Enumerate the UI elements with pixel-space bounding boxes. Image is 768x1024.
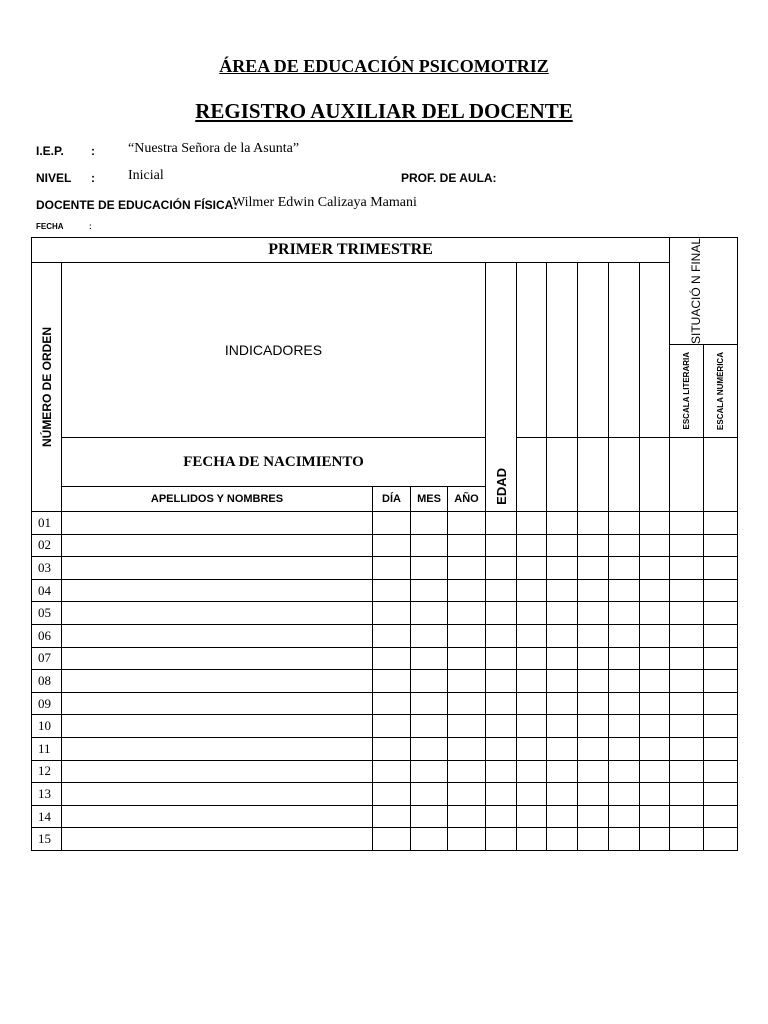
entry-cell[interactable] bbox=[373, 737, 411, 760]
entry-cell[interactable] bbox=[670, 579, 704, 602]
nivel-value: Inicial bbox=[128, 168, 164, 183]
entry-cell[interactable] bbox=[486, 783, 517, 806]
entry-cell[interactable] bbox=[609, 647, 640, 670]
entry-cell[interactable] bbox=[547, 557, 578, 580]
entry-cell[interactable] bbox=[486, 647, 517, 670]
entry-cell[interactable] bbox=[486, 602, 517, 625]
entry-cell[interactable] bbox=[547, 602, 578, 625]
entry-cell[interactable] bbox=[411, 783, 448, 806]
entry-cell[interactable] bbox=[517, 760, 547, 783]
entry-cell[interactable] bbox=[578, 805, 609, 828]
entry-cell[interactable] bbox=[517, 737, 547, 760]
table-row bbox=[32, 624, 738, 647]
entry-cell[interactable] bbox=[547, 692, 578, 715]
entry-cell[interactable] bbox=[411, 692, 448, 715]
entry-cell[interactable] bbox=[62, 579, 373, 602]
entry-cell[interactable] bbox=[547, 624, 578, 647]
row-number: 01 bbox=[32, 512, 62, 535]
entry-cell[interactable] bbox=[609, 534, 640, 557]
entry-cell[interactable] bbox=[62, 670, 373, 693]
entry-cell[interactable] bbox=[704, 692, 738, 715]
entry-cell[interactable] bbox=[670, 737, 704, 760]
register-table bbox=[31, 237, 738, 851]
entry-cell[interactable] bbox=[547, 512, 578, 535]
entry-cell[interactable] bbox=[411, 737, 448, 760]
entry-cell[interactable] bbox=[448, 783, 486, 806]
entry-cell[interactable] bbox=[670, 692, 704, 715]
entry-cell[interactable] bbox=[62, 715, 373, 738]
entry-cell[interactable] bbox=[411, 670, 448, 693]
escala-numerica-header bbox=[704, 345, 738, 438]
row-number: 05 bbox=[32, 602, 62, 625]
row-number: 08 bbox=[32, 670, 62, 693]
entry-cell[interactable] bbox=[411, 805, 448, 828]
primer-trimestre-header: PRIMER TRIMESTRE bbox=[32, 238, 670, 263]
entry-cell[interactable] bbox=[670, 670, 704, 693]
entry-cell[interactable] bbox=[517, 624, 547, 647]
entry-cell[interactable] bbox=[411, 760, 448, 783]
entry-cell[interactable] bbox=[373, 715, 411, 738]
entry-cell[interactable] bbox=[373, 670, 411, 693]
entry-cell[interactable] bbox=[609, 692, 640, 715]
row-number: 14 bbox=[32, 805, 62, 828]
entry-cell[interactable] bbox=[517, 512, 547, 535]
docente-label: DOCENTE DE EDUCACIÓN FÍSICA: bbox=[36, 198, 238, 212]
entry-cell[interactable] bbox=[517, 715, 547, 738]
entry-cell[interactable] bbox=[547, 760, 578, 783]
entry-cell[interactable] bbox=[411, 579, 448, 602]
entry-cell[interactable] bbox=[640, 579, 670, 602]
escala-literaria-label: ESCALA LITERARIA bbox=[682, 352, 692, 430]
entry-cell[interactable] bbox=[547, 783, 578, 806]
entry-cell[interactable] bbox=[62, 624, 373, 647]
row-number: 13 bbox=[32, 783, 62, 806]
entry-cell[interactable] bbox=[670, 624, 704, 647]
entry-cell[interactable] bbox=[448, 760, 486, 783]
table-row bbox=[32, 512, 738, 535]
table-row bbox=[32, 534, 738, 557]
entry-cell[interactable] bbox=[670, 760, 704, 783]
entry-cell[interactable] bbox=[62, 828, 373, 851]
entry-cell[interactable] bbox=[670, 805, 704, 828]
entry-cell[interactable] bbox=[609, 624, 640, 647]
entry-cell[interactable] bbox=[640, 647, 670, 670]
indicadores-header: INDICADORES bbox=[62, 263, 486, 438]
entry-cell[interactable] bbox=[547, 534, 578, 557]
entry-cell[interactable] bbox=[670, 828, 704, 851]
indicator-col-2 bbox=[547, 263, 578, 438]
entry-cell[interactable] bbox=[547, 670, 578, 693]
entry-cell[interactable] bbox=[578, 760, 609, 783]
indicator-col-5 bbox=[640, 263, 670, 438]
table-row bbox=[32, 670, 738, 693]
entry-cell[interactable] bbox=[448, 692, 486, 715]
row-number: 06 bbox=[32, 624, 62, 647]
table-row bbox=[32, 760, 738, 783]
entry-cell[interactable] bbox=[670, 715, 704, 738]
entry-cell[interactable] bbox=[448, 805, 486, 828]
entry-cell[interactable] bbox=[517, 602, 547, 625]
entry-cell[interactable] bbox=[547, 828, 578, 851]
entry-cell[interactable] bbox=[62, 647, 373, 670]
entry-cell[interactable] bbox=[609, 783, 640, 806]
entry-cell[interactable] bbox=[517, 647, 547, 670]
entry-cell[interactable] bbox=[373, 534, 411, 557]
indicator-col-3 bbox=[578, 263, 609, 438]
entry-cell[interactable] bbox=[517, 557, 547, 580]
numero-orden-header bbox=[32, 263, 62, 512]
entry-cell[interactable] bbox=[578, 692, 609, 715]
entry-cell[interactable] bbox=[62, 760, 373, 783]
entry-cell[interactable] bbox=[640, 737, 670, 760]
entry-cell[interactable] bbox=[517, 692, 547, 715]
entry-cell[interactable] bbox=[517, 783, 547, 806]
nivel-colon: : bbox=[91, 171, 95, 185]
entry-cell[interactable] bbox=[640, 602, 670, 625]
entry-cell[interactable] bbox=[373, 512, 411, 535]
entry-cell[interactable] bbox=[373, 805, 411, 828]
entry-cell[interactable] bbox=[448, 737, 486, 760]
entry-cell[interactable] bbox=[486, 715, 517, 738]
entry-cell[interactable] bbox=[704, 737, 738, 760]
entry-cell[interactable] bbox=[373, 624, 411, 647]
entry-cell[interactable] bbox=[704, 557, 738, 580]
entry-cell[interactable] bbox=[448, 557, 486, 580]
entry-cell[interactable] bbox=[62, 805, 373, 828]
entry-cell[interactable] bbox=[609, 557, 640, 580]
entry-cell[interactable] bbox=[486, 737, 517, 760]
row-number: 10 bbox=[32, 715, 62, 738]
entry-cell[interactable] bbox=[704, 805, 738, 828]
entry-cell[interactable] bbox=[517, 828, 547, 851]
entry-cell[interactable] bbox=[486, 579, 517, 602]
situacion-final-header bbox=[670, 238, 738, 345]
entry-cell[interactable] bbox=[578, 557, 609, 580]
entry-cell[interactable] bbox=[704, 512, 738, 535]
entry-cell[interactable] bbox=[670, 783, 704, 806]
entry-cell[interactable] bbox=[578, 828, 609, 851]
entry-cell[interactable] bbox=[411, 647, 448, 670]
entry-cell[interactable] bbox=[640, 760, 670, 783]
entry-cell[interactable] bbox=[373, 557, 411, 580]
entry-cell[interactable] bbox=[517, 670, 547, 693]
entry-cell[interactable] bbox=[670, 512, 704, 535]
apellidos-header: APELLIDOS Y NOMBRES bbox=[62, 487, 373, 512]
entry-cell[interactable] bbox=[578, 647, 609, 670]
entry-cell[interactable] bbox=[411, 828, 448, 851]
entry-cell[interactable] bbox=[578, 534, 609, 557]
table-row bbox=[32, 828, 738, 851]
entry-cell[interactable] bbox=[517, 579, 547, 602]
row-number: 15 bbox=[32, 828, 62, 851]
entry-cell[interactable] bbox=[62, 737, 373, 760]
entry-cell[interactable] bbox=[448, 624, 486, 647]
dia-header: DÍA bbox=[373, 487, 411, 512]
entry-cell[interactable] bbox=[640, 557, 670, 580]
entry-cell[interactable] bbox=[704, 715, 738, 738]
entry-cell[interactable] bbox=[704, 534, 738, 557]
escala-numerica-label: ESCALA NUMÉRICA bbox=[716, 352, 726, 430]
entry-cell[interactable] bbox=[609, 579, 640, 602]
entry-cell[interactable] bbox=[62, 534, 373, 557]
entry-cell[interactable] bbox=[448, 828, 486, 851]
table-row bbox=[32, 805, 738, 828]
area-title: ÁREA DE EDUCACIÓN PSICOMOTRIZ bbox=[219, 56, 549, 76]
entry-cell[interactable] bbox=[486, 534, 517, 557]
table-row bbox=[32, 692, 738, 715]
entry-cell[interactable] bbox=[640, 692, 670, 715]
entry-cell[interactable] bbox=[411, 624, 448, 647]
entry-cell[interactable] bbox=[704, 828, 738, 851]
fecha-colon: : bbox=[89, 222, 92, 231]
entry-cell[interactable] bbox=[411, 557, 448, 580]
entry-cell[interactable] bbox=[609, 737, 640, 760]
entry-cell[interactable] bbox=[704, 783, 738, 806]
entry-cell[interactable] bbox=[486, 512, 517, 535]
entry-cell[interactable] bbox=[62, 783, 373, 806]
entry-cell[interactable] bbox=[448, 647, 486, 670]
entry-cell[interactable] bbox=[486, 557, 517, 580]
entry-cell[interactable] bbox=[547, 737, 578, 760]
edad-header bbox=[486, 263, 517, 512]
entry-cell[interactable] bbox=[547, 647, 578, 670]
entry-cell[interactable] bbox=[609, 602, 640, 625]
entry-cell[interactable] bbox=[62, 602, 373, 625]
entry-cell[interactable] bbox=[373, 828, 411, 851]
entry-cell[interactable] bbox=[704, 647, 738, 670]
iep-colon: : bbox=[91, 144, 95, 158]
entry-cell[interactable] bbox=[486, 828, 517, 851]
iep-value: “Nuestra Señora de la Asunta” bbox=[128, 141, 300, 156]
entry-cell[interactable] bbox=[373, 760, 411, 783]
table-row bbox=[32, 715, 738, 738]
entry-cell[interactable] bbox=[640, 783, 670, 806]
entry-cell[interactable] bbox=[704, 760, 738, 783]
prof-aula-label: PROF. DE AULA: bbox=[401, 171, 497, 185]
indicator-col-1 bbox=[517, 263, 547, 438]
entry-cell[interactable] bbox=[640, 828, 670, 851]
situacion-final-label: SITUACIÓ N FINAL bbox=[688, 238, 703, 345]
entry-cell[interactable] bbox=[704, 602, 738, 625]
entry-cell[interactable] bbox=[411, 512, 448, 535]
entry-cell[interactable] bbox=[640, 715, 670, 738]
mes-header: MES bbox=[411, 487, 448, 512]
entry-cell[interactable] bbox=[640, 670, 670, 693]
iep-label: I.E.P. bbox=[36, 144, 64, 158]
anio-header: AÑO bbox=[448, 487, 486, 512]
entry-cell[interactable] bbox=[609, 828, 640, 851]
entry-cell[interactable] bbox=[486, 692, 517, 715]
entry-cell[interactable] bbox=[578, 737, 609, 760]
table-row bbox=[32, 602, 738, 625]
entry-cell[interactable] bbox=[486, 670, 517, 693]
table-row bbox=[32, 579, 738, 602]
entry-cell[interactable] bbox=[578, 783, 609, 806]
fecha-label: FECHA bbox=[36, 222, 64, 231]
entry-cell[interactable] bbox=[411, 715, 448, 738]
entry-cell[interactable] bbox=[62, 557, 373, 580]
entry-cell[interactable] bbox=[448, 512, 486, 535]
register-title: REGISTRO AUXILIAR DEL DOCENTE bbox=[195, 99, 573, 123]
row-number: 07 bbox=[32, 647, 62, 670]
entry-cell[interactable] bbox=[373, 647, 411, 670]
entry-cell[interactable] bbox=[373, 602, 411, 625]
numero-orden-label: NÚMERO DE ORDEN bbox=[39, 327, 54, 448]
entry-cell[interactable] bbox=[411, 602, 448, 625]
nivel-label: NIVEL bbox=[36, 171, 72, 185]
entry-cell[interactable] bbox=[578, 624, 609, 647]
entry-cell[interactable] bbox=[609, 670, 640, 693]
entry-cell[interactable] bbox=[704, 670, 738, 693]
entry-cell[interactable] bbox=[578, 670, 609, 693]
entry-cell[interactable] bbox=[704, 624, 738, 647]
indicator-col-4 bbox=[609, 263, 640, 438]
entry-cell[interactable] bbox=[547, 805, 578, 828]
docente-value: Wilmer Edwin Calizaya Mamani bbox=[232, 195, 417, 210]
row-number: 03 bbox=[32, 557, 62, 580]
row-number: 02 bbox=[32, 534, 62, 557]
entry-cell[interactable] bbox=[486, 805, 517, 828]
entry-cell[interactable] bbox=[640, 512, 670, 535]
entry-cell[interactable] bbox=[517, 534, 547, 557]
row-number: 04 bbox=[32, 579, 62, 602]
entry-cell[interactable] bbox=[670, 557, 704, 580]
entry-cell[interactable] bbox=[486, 760, 517, 783]
entry-cell[interactable] bbox=[640, 624, 670, 647]
entry-cell[interactable] bbox=[704, 579, 738, 602]
entry-cell[interactable] bbox=[609, 805, 640, 828]
entry-cell[interactable] bbox=[373, 783, 411, 806]
entry-cell[interactable] bbox=[578, 579, 609, 602]
entry-cell[interactable] bbox=[609, 512, 640, 535]
entry-cell[interactable] bbox=[373, 692, 411, 715]
entry-cell[interactable] bbox=[373, 579, 411, 602]
entry-cell[interactable] bbox=[448, 534, 486, 557]
entry-cell[interactable] bbox=[448, 715, 486, 738]
entry-cell[interactable] bbox=[578, 715, 609, 738]
row-number: 11 bbox=[32, 737, 62, 760]
table-row bbox=[32, 783, 738, 806]
entry-cell[interactable] bbox=[670, 647, 704, 670]
entry-cell[interactable] bbox=[640, 534, 670, 557]
entry-cell[interactable] bbox=[62, 692, 373, 715]
entry-cell[interactable] bbox=[670, 602, 704, 625]
entry-cell[interactable] bbox=[578, 512, 609, 535]
row-number: 09 bbox=[32, 692, 62, 715]
entry-cell[interactable] bbox=[670, 534, 704, 557]
entry-cell[interactable] bbox=[448, 579, 486, 602]
table-row bbox=[32, 557, 738, 580]
entry-cell[interactable] bbox=[578, 602, 609, 625]
fecha-nacimiento-header: FECHA DE NACIMIENTO bbox=[62, 438, 486, 487]
entry-cell[interactable] bbox=[609, 715, 640, 738]
entry-cell[interactable] bbox=[609, 760, 640, 783]
entry-cell[interactable] bbox=[640, 805, 670, 828]
escala-literaria-header bbox=[670, 345, 704, 438]
entry-cell[interactable] bbox=[448, 602, 486, 625]
entry-cell[interactable] bbox=[517, 805, 547, 828]
row-number: 12 bbox=[32, 760, 62, 783]
entry-cell[interactable] bbox=[547, 715, 578, 738]
entry-cell[interactable] bbox=[547, 579, 578, 602]
table-row bbox=[32, 737, 738, 760]
table-row bbox=[32, 647, 738, 670]
entry-cell[interactable] bbox=[62, 512, 373, 535]
edad-label: EDAD bbox=[493, 468, 509, 506]
entry-cell[interactable] bbox=[448, 670, 486, 693]
entry-cell[interactable] bbox=[411, 534, 448, 557]
entry-cell[interactable] bbox=[486, 624, 517, 647]
